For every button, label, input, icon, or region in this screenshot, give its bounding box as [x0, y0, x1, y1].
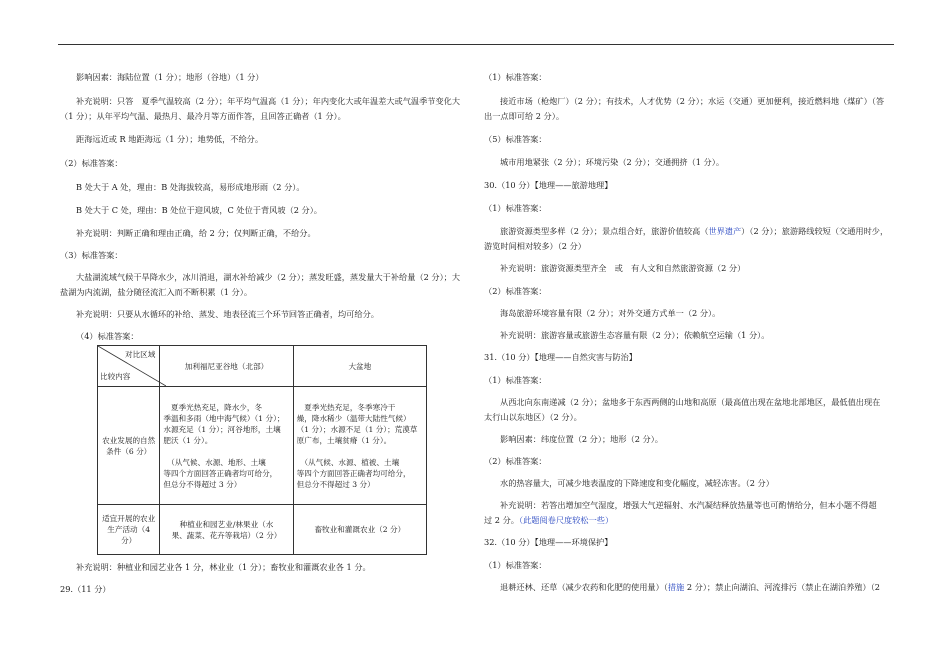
table-row — [98, 505, 427, 555]
row-head-activities: 适宜开展的农业 生产活动（4 分） — [98, 505, 160, 555]
q31-supplement: 补充说明：若答出增加空气湿度，增强大气逆辐射、水汽凝结释放热量等也可酌情给分，但本小题不得超 — [500, 500, 877, 510]
q30-answer-cont: 游览时间相对较多）（2 分） — [484, 241, 586, 251]
q31-section-2-heading: （2）标准答案： — [484, 456, 547, 466]
q31-factors: 影响因素：纬度位置（2 分）；地形（2 分）。 — [500, 434, 663, 444]
q31-distribution-answer: 从西北向东南递减（2 分）；盆地多于东西两侧的山地和高原（最高值出现在盆地北部地区，最低值出现在 — [500, 397, 881, 407]
q30-answer-part-c: ）（2 分）；旅游路线较短（交通用时少， — [741, 226, 889, 236]
world-heritage-highlight: 世界遗产 — [708, 226, 742, 236]
col-header-great-basin: 大盆地 — [293, 346, 426, 387]
q30-island-supplement: 补充说明：旅游容量或旅游生态容量有限（2 分）；依赖航空运输（1 分）。 — [500, 330, 770, 340]
r-market-answer-cont: 出一点即可给 2 分）。 — [484, 111, 565, 121]
q31-distribution-cont: 太行山以东地区）（2 分）。 — [484, 412, 582, 422]
great-salt-lake-answer: 大盐湖流域气候干旱降水少，冰川消退，湖水补给减少（2 分）；蒸发旺盛，蒸发量大于补给量（2 分）；大 — [76, 272, 461, 282]
table-corner-cell — [98, 346, 160, 387]
q32-answer-part-a: 退耕还林、还草（减少农药和化肥的使用量）（ — [500, 582, 668, 592]
q32-answer-part-c: 2 分）；禁止向湖泊、河流排污（禁止在湖泊养殖）（2 — [684, 582, 880, 592]
q30-section-1-heading: （1）标准答案： — [484, 203, 547, 213]
r-urban-answer: 城市用地紧张（2 分）；环境污染（2 分）；交通拥挤（1 分）。 — [500, 157, 725, 167]
q31-supplement-cont — [484, 515, 613, 526]
q30-section-2-heading: （2）标准答案： — [484, 286, 547, 296]
q32-answer-line — [500, 582, 880, 593]
row-head-conditions: 农业发展的自然 条件（6 分） — [98, 387, 160, 505]
corner-top-label: 对比区域 — [124, 350, 156, 359]
great-salt-lake-answer-cont: 盐湖为内流湖，盐分随径流汇入而不断积累（1 分）。 — [60, 287, 253, 297]
q32-section-1-heading: （1）标准答案： — [484, 560, 547, 570]
cell-california-conditions: 夏季光热充足，降水少，冬 季温和多雨（地中海气候）（1 分）； 水源充足（1 分）；河谷地形，土壤 肥沃（1 分）。 （从气候、水源、地形、土壤 等四个方面回答正确者均可给分， 但总分不得超过 3 分） — [160, 387, 293, 505]
q31-heat-capacity-answer: 水的热容量大，可减少地表温度的下降速度和变化幅度，减轻冻害。（2 分） — [500, 478, 774, 488]
cell-california-activities: 种植业和园艺业/林果业（水 果、蔬菜、花卉等栽培）（2 分） — [160, 505, 293, 555]
question-32-heading: 32.（10 分）【地理——环境保护】 — [484, 537, 613, 547]
r-section-1-heading: （1）标准答案： — [484, 72, 547, 82]
answer-b-vs-a: B 处大于 A 处，理由：B 处海拔较高，易形成地形雨（2 分）。 — [76, 182, 305, 192]
supplement-judgement: 补充说明：判断正确和理由正确，给 2 分；仅判断正确，不给分。 — [76, 228, 316, 238]
section-4-heading: （4）标准答案： — [76, 331, 139, 341]
r-section-5-heading: （5）标准答案： — [484, 134, 547, 144]
question-30-heading: 30.（10 分）【地理——旅游地理】 — [484, 180, 613, 190]
supplement-water-cycle: 补充说明：只要从水循环的补给、蒸发、地表径流三个环节回答正确者，均可给分。 — [76, 309, 379, 319]
question-29-heading: 29.（11 分） — [60, 584, 111, 594]
supplement-note-line: 补充说明：只答 夏季气温较高（2 分）；年平均气温高（1 分）；年内变化大或年温差大或气温季节变化大 — [76, 96, 461, 106]
cell-basin-activities: 畜牧业和灌溉农业（2 分） — [293, 505, 426, 555]
corner-bottom-label: 比较内容 — [100, 372, 131, 381]
col-header-california: 加利福尼亚谷地（北部） — [160, 346, 293, 387]
section-2-heading: （2）标准答案： — [60, 158, 123, 168]
grading-note-highlight: （此题阅卷尺度较松一些） — [518, 515, 614, 525]
q30-answer-part-a: 旅游资源类型多样（2 分）；景点组合好，旅游价值较高（ — [500, 226, 709, 236]
q31-section-1-heading: （1）标准答案： — [484, 375, 547, 385]
r-market-answer: 接近市场（枪炮厂）（2 分）；有技术，人才优势（2 分）；水运（交通）更加便利，接近燃料地（煤矿）（答 — [500, 96, 885, 106]
table-header-row — [98, 346, 427, 387]
supplement-table-note: 补充说明：种植业和园艺业各 1 分，林业业（1 分）；畜牧业和灌溉农业各 1 分。 — [76, 562, 371, 572]
q30-answer-line — [500, 226, 888, 237]
q31-supplement-limit: 过 2 分。 — [484, 515, 519, 525]
measures-highlight: 措施 — [667, 582, 685, 592]
cell-basin-conditions: 夏季光热充足，冬季寒冷干 燥，降水稀少（温带大陆性气候） （1 分）；水源不足（1 分）；荒漠草 原广布，土壤贫瘠（1 分）。 （从气候、水源、植被、土壤 等四个方面回答正确者均可给分， 但总分不得超过 3 分） — [293, 387, 426, 505]
comparison-table — [97, 345, 427, 555]
header-rule — [58, 44, 894, 45]
supplement-note-cont: （1 分）；从年平均气温、最热月、最冷月等方面作答，且回答正确者（1 分）。 — [60, 111, 346, 121]
q30-island-answer: 海岛旅游环境容量有限（2 分）；对外交通方式单一（2 分）。 — [500, 308, 721, 318]
section-3-heading: （3）标准答案： — [60, 250, 123, 260]
distance-note-line: 距海远近或 R 地距海远（1 分）；地势低，不给分。 — [76, 134, 264, 144]
influence-factors-line: 影响因素：海陆位置（1 分）；地形（谷地）（1 分） — [76, 72, 264, 82]
question-31-heading: 31.（10 分）【地理——自然灾害与防治】 — [484, 352, 637, 362]
q30-supplement: 补充说明：旅游资源类型齐全 或 有人文和自然旅游资源（2 分） — [500, 263, 746, 273]
table-row — [98, 387, 427, 505]
answer-b-vs-c: B 处大于 C 处，理由：B 处位于迎风坡，C 处位于背风坡（2 分）。 — [76, 205, 322, 215]
